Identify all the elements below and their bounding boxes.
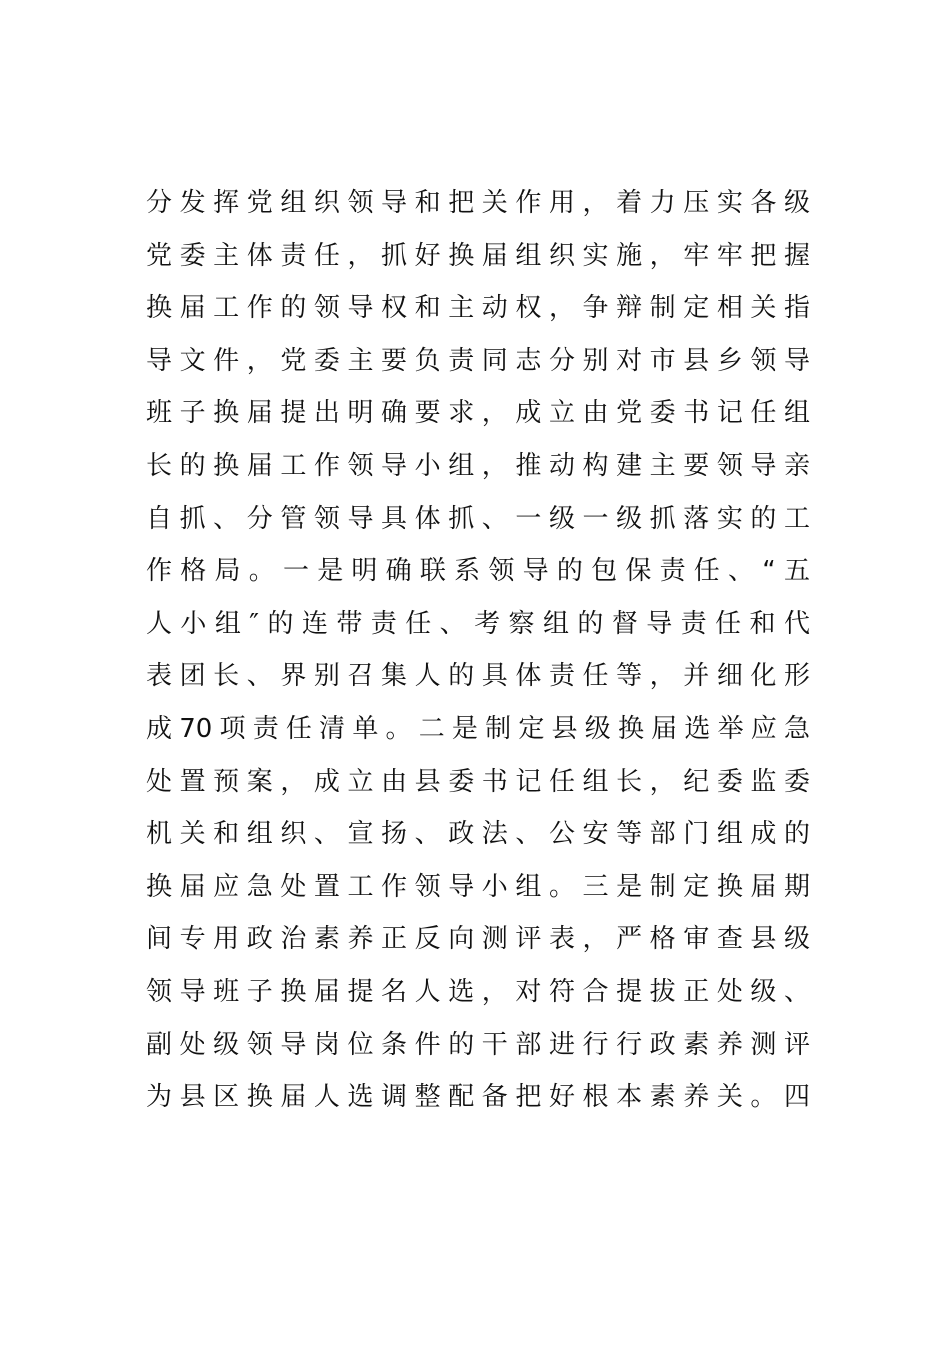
- text-line: 自抓、分管领导具体抓、一级一级抓落实的工: [146, 503, 810, 534]
- text-line: 处置预案，成立由县委书记任组长，纪委监委: [146, 766, 810, 797]
- text-line: 班子换届提出明确要求，成立由党委书记任组: [146, 398, 810, 429]
- text-line: 人小组″的连带责任、考察组的督导责任和代: [146, 608, 810, 639]
- text-line: 导文件，党委主要负责同志分别对市县乡领导: [146, 345, 810, 376]
- body-paragraph: [146, 180, 810, 1127]
- text-line: 成70项责任清单。二是制定县级换届选举应急: [146, 713, 810, 744]
- text-line: 分发挥党组织领导和把关作用，着力压实各级: [146, 188, 810, 218]
- text-line: 作格局。一是明确联系领导的包保责任、“五: [146, 556, 810, 587]
- text-line: 领导班子换届提名人选，对符合提拔正处级、: [146, 976, 810, 1007]
- text-line: 长的换届工作领导小组，推动构建主要领导亲: [146, 450, 810, 481]
- text-line: 间专用政治素养正反向测评表，严格审查县级: [146, 924, 810, 955]
- text-line: 为县区换届人选调整配备把好根本素养关。四: [146, 1082, 810, 1113]
- text-line: 党委主体责任，抓好换届组织实施，牢牢把握: [146, 240, 810, 271]
- text-line: 换届应急处置工作领导小组。三是制定换届期: [146, 871, 810, 902]
- text-line: 副处级领导岗位条件的干部进行行政素养测评: [146, 1029, 810, 1060]
- text-line: 机关和组织、宣扬、政法、公安等部门组成的: [146, 819, 810, 850]
- text-line: 换届工作的领导权和主动权，争辩制定相关指: [146, 293, 810, 324]
- text-line: 表团长、界别召集人的具体责任等，并细化形: [146, 661, 810, 692]
